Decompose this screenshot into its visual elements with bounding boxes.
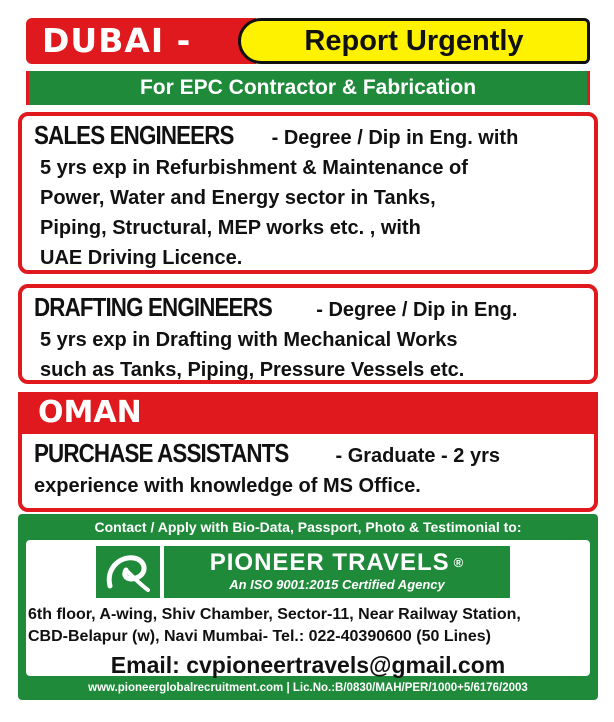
agency-name-text: PIONEER TRAVELS: [209, 549, 450, 576]
location-label-dubai: DUBAI -: [26, 18, 256, 64]
location-label-oman: OMAN: [18, 392, 598, 434]
agency-address: [28, 604, 588, 648]
drafting-engineers-title: DRAFTING ENGINEERS: [34, 292, 272, 322]
purchase-requirement-1: - Graduate - 2 yrs: [329, 445, 500, 467]
address-line-2: CBD-Belapur (w), Navi Mumbai- Tel.: 022-40390600 (50 Lines): [28, 628, 491, 645]
sales-requirement-3: Power, Water and Energy sector in Tanks,: [40, 187, 436, 209]
sales-engineers-card: [18, 112, 598, 274]
purchase-assistants-card: [18, 434, 598, 512]
drafting-engineers-card: [18, 284, 598, 384]
sales-requirement-5: UAE Driving Licence.: [40, 247, 243, 269]
agency-details-box: [26, 540, 590, 676]
pioneer-travels-logo-icon: [96, 546, 160, 598]
purchase-requirement-2: experience with knowledge of MS Office.: [34, 475, 421, 497]
drafting-requirement-1: - Degree / Dip in Eng.: [310, 299, 518, 321]
iso-certification: An ISO 9001:2015 Certified Agency: [229, 577, 445, 592]
subtitle-banner: For EPC Contractor & Fabrication: [26, 71, 590, 105]
report-urgently-banner: Report Urgently: [238, 18, 590, 64]
drafting-requirement-3: such as Tanks, Piping, Pressure Vessels etc.: [40, 359, 465, 381]
registered-mark: ®: [453, 555, 465, 570]
contact-section: [18, 514, 598, 700]
sales-requirement-1: - Degree / Dip in Eng. with: [266, 127, 519, 149]
contact-email[interactable]: Email: cvpioneertravels@gmail.com: [110, 652, 506, 678]
website-and-license: www.pioneerglobalrecruitment.com | Lic.No.:B/0830/MAH/PER/1000+5/6176/2003: [88, 682, 528, 694]
agency-name: [164, 548, 510, 578]
sales-engineers-title: SALES ENGINEERS: [34, 120, 234, 150]
drafting-requirement-2: 5 yrs exp in Drafting with Mechanical Works: [40, 329, 458, 351]
sales-requirement-2: 5 yrs exp in Refurbishment & Maintenance of: [40, 157, 468, 179]
sales-requirement-4: Piping, Structural, MEP works etc. , with: [40, 217, 421, 239]
address-line-1: 6th floor, A-wing, Shiv Chamber, Sector-11, Near Railway Station,: [28, 606, 521, 623]
contact-instruction: Contact / Apply with Bio-Data, Passport, Photo & Testimonial to:: [94, 519, 522, 535]
purchase-assistants-title: PURCHASE ASSISTANTS: [34, 438, 289, 468]
agency-name-banner: [164, 546, 510, 598]
top-header: [26, 18, 590, 64]
